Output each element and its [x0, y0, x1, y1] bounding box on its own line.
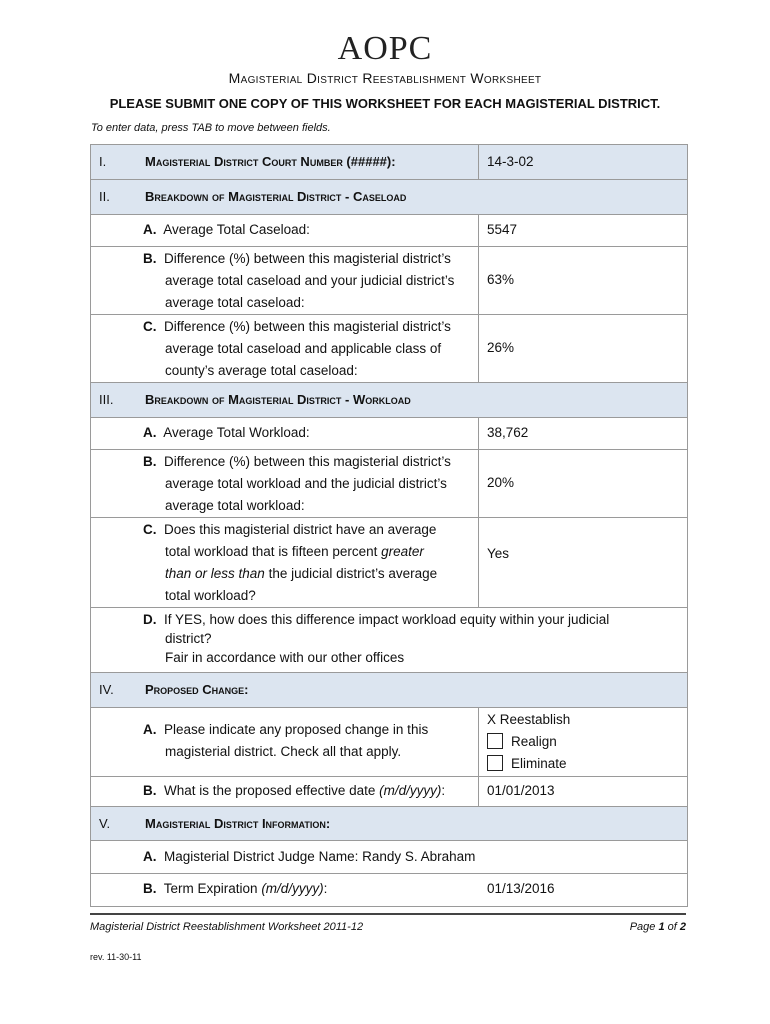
section-title: Proposed Change:: [145, 682, 249, 697]
section-number: III.: [99, 392, 114, 407]
effective-date-field[interactable]: 01/01/2013: [487, 783, 555, 798]
section-2-row: [91, 180, 687, 215]
divider: [478, 418, 479, 449]
field-label: A. Please indicate any proposed change in this magisterial district. Check all that apply.: [143, 722, 429, 759]
section-number: V.: [99, 816, 111, 831]
term-expiration-field[interactable]: 01/13/2016: [487, 881, 555, 896]
page-title: Magisterial District Reestablishment Worksheet: [228, 70, 542, 86]
field-label: C. Does this magisterial district have an average total workload that is fifteen percent greater than or less than the judicial district’s average total workload?: [143, 522, 438, 603]
workload-difference-field[interactable]: 20%: [487, 475, 515, 490]
divider: [478, 777, 479, 806]
section-5-row: [91, 807, 687, 841]
class-caseload-difference-field[interactable]: 26%: [487, 340, 515, 355]
section-number: II.: [99, 189, 110, 204]
caseload-b-row: [91, 247, 687, 315]
change-options: [487, 709, 570, 775]
average-total-caseload-field[interactable]: 5547: [487, 222, 518, 237]
workload-equity-answer[interactable]: Fair in accordance with our other offices: [165, 650, 405, 665]
section-title: Breakdown of Magisterial District - Workload: [145, 392, 411, 407]
divider: [478, 145, 479, 179]
divider: [478, 215, 479, 246]
field-label: C. Difference (%) between this magisterial district’s average total caseload and applicable class of county’s average total caseload:: [143, 319, 451, 378]
average-total-workload-field[interactable]: 38,762: [487, 425, 529, 440]
field-label: D. If YES, how does this difference impact workload equity within your judicial district? Fair in accordance with our other offices: [143, 612, 610, 665]
divider: [478, 708, 479, 776]
proposed-change-a-row: [91, 708, 687, 777]
caseload-a-row: [91, 215, 687, 247]
section-number: IV.: [99, 682, 114, 697]
aopc-logo: AOPC: [337, 30, 433, 67]
worksheet-table: [90, 144, 688, 907]
caseload-difference-field[interactable]: 63%: [487, 272, 515, 287]
court-number-field[interactable]: 14-3-02: [487, 154, 534, 169]
eliminate-option[interactable]: Eliminate: [487, 753, 570, 775]
caseload-c-row: [91, 315, 687, 383]
proposed-change-b-row: [91, 777, 687, 807]
judge-name-field[interactable]: A. Magisterial District Judge Name: Randy S. Abraham: [143, 849, 476, 864]
field-label: B. Difference (%) between this magisterial district’s average total caseload and your judicial district’s average total caseload:: [143, 251, 455, 310]
field-label: B. Term Expiration (m/d/yyyy):: [143, 881, 328, 896]
divider: [478, 518, 479, 607]
workload-b-row: [91, 450, 687, 518]
section-number: I.: [99, 154, 107, 169]
eliminate-checkbox[interactable]: [487, 755, 503, 771]
section-title: Breakdown of Magisterial District - Caseload: [145, 189, 407, 204]
divider: [478, 450, 479, 517]
workload-threshold-field[interactable]: Yes: [487, 546, 510, 561]
section-3-row: [91, 383, 687, 418]
district-info-b-row: [91, 874, 687, 906]
page-subtitle: PLEASE SUBMIT ONE COPY OF THIS WORKSHEET FOR EACH MAGISTERIAL DISTRICT.: [109, 96, 661, 111]
instructions-note: To enter data, press TAB to move between fields.: [91, 122, 331, 134]
section-title: Magisterial District Information:: [145, 816, 331, 831]
field-label: A. Average Total Workload:: [143, 425, 310, 440]
revision-note: rev. 11-30-11: [90, 952, 142, 962]
footer-divider: [90, 913, 686, 915]
divider: [478, 247, 479, 314]
workload-a-row: [91, 418, 687, 450]
realign-checkbox[interactable]: [487, 733, 503, 749]
district-info-a-row: [91, 841, 687, 874]
field-label: A. Average Total Caseload:: [143, 222, 310, 237]
footer-title: Magisterial District Reestablishment Worksheet 2011-12: [90, 921, 364, 933]
page-indicator: Page 1 of 2: [629, 921, 686, 933]
workload-c-row: [91, 518, 687, 608]
divider: [478, 315, 479, 382]
section-4-row: [91, 673, 687, 708]
realign-option[interactable]: Realign: [487, 731, 570, 753]
section-title: Magisterial District Court Number (#####):: [145, 154, 396, 169]
field-label: B. Difference (%) between this magisterial district’s average total workload and the judicial district’s average total workload:: [143, 454, 451, 513]
section-1-row: [91, 145, 687, 180]
reestablish-option[interactable]: X Reestablish: [487, 712, 571, 727]
workload-d-row: [91, 608, 687, 673]
field-label: B. What is the proposed effective date (m/d/yyyy):: [143, 783, 446, 798]
